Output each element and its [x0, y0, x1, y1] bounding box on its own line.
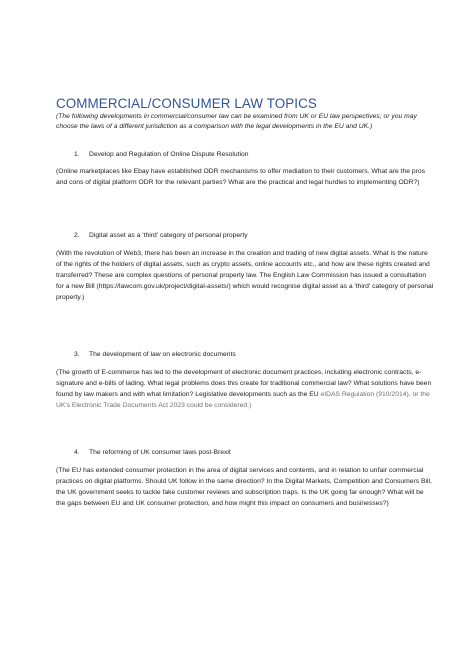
topic-3-number: 3.	[74, 351, 80, 358]
topic-2-heading	[74, 231, 454, 241]
topic-4-body: (The EU has extended consumer protection in the area of digital services and contents, and in relation to unfair commercial practices on digital platforms. Should UK follow in the same direction? In the Digital Markets, Competition and Consumers Bill, the UK government seeks to tackle fake customer reviews and subscription traps. Is the UK going far enough? What will be the gaps between EU and UK consumer protection, and how might this impact on consumers and businesses?)	[56, 467, 432, 507]
topic-4-number: 4.	[74, 449, 80, 456]
topic-2-number: 2.	[74, 232, 80, 239]
topic-3-body-grey-text: eIDAS Regulation (910/2014), or the UK's Electronic Trade Documents Act 2023 could be considered.)	[56, 391, 430, 409]
topic-1-title: Develop and Regulation of Online Dispute Resolution	[89, 151, 249, 158]
topic-2-title: Digital asset as a 'third' category of personal property	[89, 232, 248, 239]
topic-2-body: (With the revolution of Web3, there has been an increase in the creation and trading of new digital assets. What is the nature of the rights of the holders of digital assets, such as crypto assets, online accounts etc., and how are these rights created and transferred? These are complex questions of personal property law. The English Law Commission has issued a consultation for a new Bill (https://lawcom.gov.uk/project/digital-assets/) which would recognise digital asset as a 'third' category of personal property.)	[56, 250, 434, 301]
topic-3-body	[56, 367, 434, 411]
topic-1-number: 1.	[74, 151, 80, 158]
topic-4-title: The reforming of UK consumer laws post-Brexit	[89, 449, 231, 456]
topic-3-body-text: (The growth of E-commerce has led to the development of electronic document practices, including electronic contracts, e-signature and e-bills of lading. What legal problems does this create for traditional commercial law? What solutions have been found by law makers and with what limitation? Legislative developments such as the EU	[56, 369, 432, 398]
intro-note: (The following developments in commercial/consumer law can be examined from UK or EU law perspectives; or you may choose the laws of a different jurisdiction as a comparison with the legal developments in the EU and UK.)	[56, 113, 417, 131]
topic-3-title: The development of law on electronic documents	[89, 351, 236, 358]
topic-4-heading	[74, 448, 454, 458]
document-title: COMMERCIAL/CONSUMER LAW TOPICS	[56, 96, 317, 111]
topic-3-heading	[74, 350, 454, 360]
topic-1-heading	[74, 150, 454, 160]
topic-1-body: (Online marketplaces like Ebay have established ODR mechanisms to offer mediation to their customers. What are the pros and cons of digital platform ODR for the relevant parties? What are the practical and legal hurdles to implementing ODR?)	[56, 168, 426, 186]
